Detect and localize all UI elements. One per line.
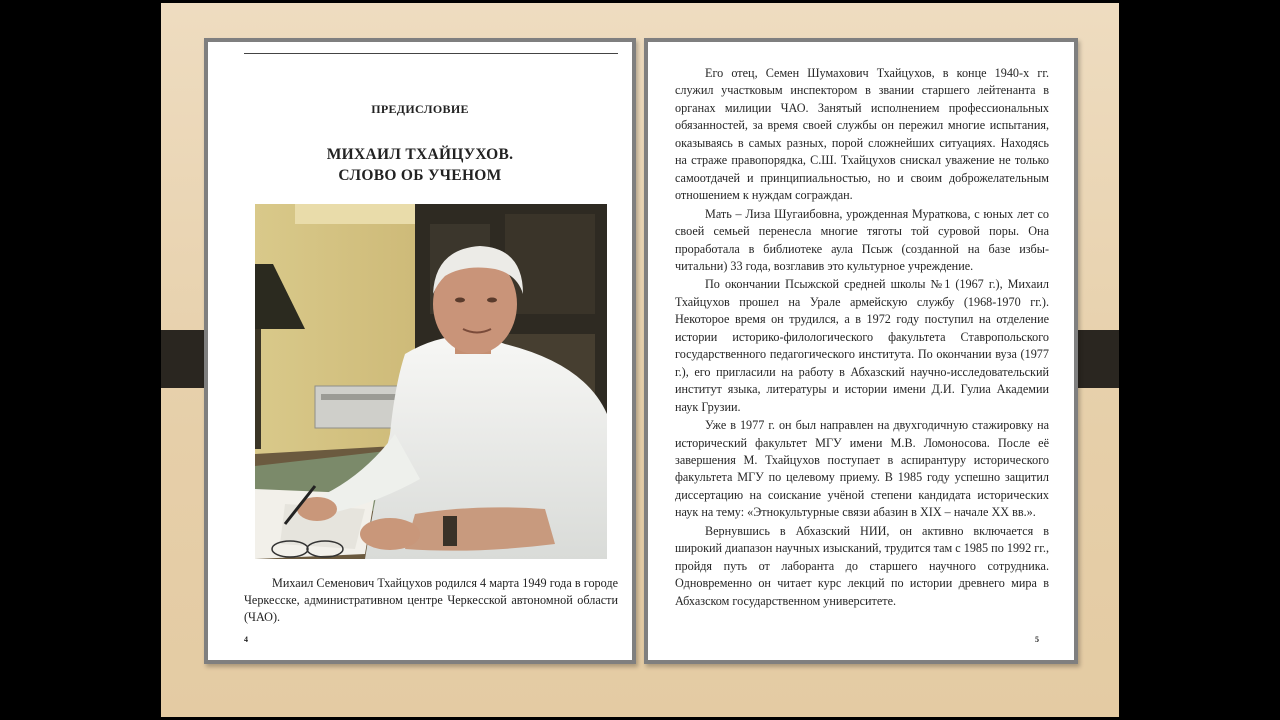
- paragraph-1: Его отец, Семен Шумахович Тхайцухов, в конце 1940-х гг. служил участковым инспектором в звании старшего лейтенанта в органах милиции ЧАО. Занятый исполнением профессиональных обязанностей, за время своей службы он пережил многие испытания, оказываясь в самых разных, порой сложнейших ситуациях. Находясь на страже правопорядка, С.Ш. Тхайцухов снискал уважение не только самоотдачей и принципиальностью, но и своим доброжелательным отношением к нуждам сограждан.: [675, 66, 1049, 203]
- caption-text: Михаил Семенович Тхайцухов родился 4 марта 1949 года в городе Черкесске, административном центре Черкесской автономной области (ЧАО).: [244, 576, 618, 624]
- section-heading: ПРЕДИСЛОВИЕ: [371, 102, 469, 116]
- page-number-right: 5: [1035, 635, 1039, 644]
- paragraph-3: По окончании Псыжской средней школы №1 (1967 г.), Михаил Тхайцухов прошел на Урале армейскую службу (1968-1970 гг.). Некоторое время он трудился, а в 1972 году поступил на отделение истории историко-филологического факультета Ставропольского государственного педагогического института. По окончании вуза (1977 г.), его пригласили на работу в Абхазский научно-исследовательский институт языка, литературы и истории имени Д.И. Гулиа Академии наук Грузии.: [675, 277, 1049, 414]
- title-line-2: СЛОВО ОБ УЧЕНОМ: [338, 167, 502, 184]
- left-page: [204, 38, 636, 664]
- body-text: [675, 65, 1049, 611]
- dark-band-left: [161, 330, 205, 388]
- paragraph-2: Мать – Лиза Шугаибовна, урожденная Мураткова, с юных лет со своей семьей перенесла многие тяготы той суровой поры. Она проработала в библиотеке аула Псыж (созданной на базе избы-читальни) 33 года, возглавив это культурное учреждение.: [675, 206, 1049, 273]
- portrait-photo: [255, 204, 607, 559]
- paragraph-4: Уже в 1977 г. он был направлен на двухгодичную стажировку на исторический факультет МГУ имени М.В. Ломоносова. После её завершения М. Тхайцухов поступает в аспирантуру исторического факультета МГУ по целевому приему. В 1985 году успешно защитил диссертацию на соискание учёной степени кандидата исторических наук на тему: «Этнокультурные связи абазин в XIX – начале XX вв.».: [675, 418, 1049, 520]
- paragraph-5: Вернувшись в Абхазский НИИ, он активно включается в широкий диапазон научных изысканий, трудится там с 1985 по 1992 гг., пройдя путь от лаборанта до старшего научного сотрудника. Одновременно он читает курс лекций по истории древнего мира в Абхазском государственном университете.: [675, 523, 1049, 608]
- title-line-1: МИХАИЛ ТХАЙЦУХОВ.: [326, 146, 514, 163]
- portrait-illustration: [255, 204, 607, 559]
- photo-caption: [244, 575, 618, 626]
- page-number-left: 4: [244, 635, 248, 644]
- top-rule: [244, 53, 618, 54]
- page-title: [208, 144, 632, 186]
- dark-band-right: [1078, 330, 1119, 388]
- right-page: [644, 38, 1078, 664]
